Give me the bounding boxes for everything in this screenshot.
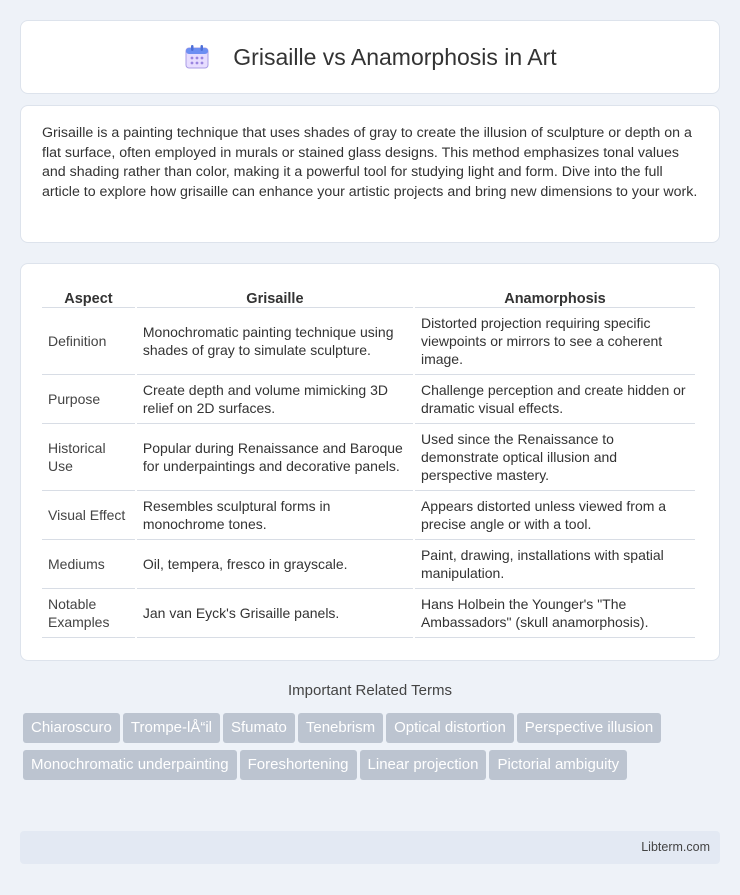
comparison-table [40,286,697,638]
table-row [42,308,695,375]
calendar-icon [183,43,211,71]
related-term-tag[interactable]: Chiaroscuro [23,713,120,743]
aspect-cell: Purpose [42,375,135,424]
grisaille-cell: Oil, tempera, fresco in grayscale. [137,540,413,589]
related-term-tag[interactable]: Linear projection [360,750,487,780]
anamorphosis-cell: Appears distorted unless viewed from a precise angle or with a tool. [415,491,695,540]
related-term-tag[interactable]: Perspective illusion [517,713,661,743]
intro-paragraph: Grisaille is a painting technique that uses shades of gray to create the illusion of sculpture or depth on a flat surface, often employed in murals or stained glass designs. This method emphasizes tonal values and shading rather than color, making it a powerful tool for studying light and form. Dive into the full article to explore how grisaille can enhance your artistic projects and bring new dimensions to your work. [42,125,698,200]
aspect-cell: Definition [42,308,135,375]
related-term-tag[interactable]: Pictorial ambiguity [489,750,627,780]
anamorphosis-cell: Distorted projection requiring specific viewpoints or mirrors to see a coherent image. [415,308,695,375]
header-card [20,20,720,94]
related-term-tag[interactable]: Trompe-lÅ“il [123,713,220,743]
header-grisaille: Grisaille [137,286,413,308]
page-title: Grisaille vs Anamorphosis in Art [233,43,557,70]
footer-site-link[interactable]: Libterm.com [641,840,710,854]
related-terms-list [23,713,703,787]
related-term-tag[interactable]: Tenebrism [298,713,383,743]
table-row [42,375,695,424]
related-term-tag[interactable]: Foreshortening [240,750,357,780]
anamorphosis-cell: Challenge perception and create hidden or dramatic visual effects. [415,375,695,424]
table-row [42,424,695,491]
related-term-tag[interactable]: Optical distortion [386,713,514,743]
aspect-cell: Notable Examples [42,589,135,638]
comparison-table-card [20,263,720,661]
anamorphosis-cell: Hans Holbein the Younger's "The Ambassadors" (skull anamorphosis). [415,589,695,638]
anamorphosis-cell: Used since the Renaissance to demonstrate optical illusion and perspective mastery. [415,424,695,491]
grisaille-cell: Create depth and volume mimicking 3D relief on 2D surfaces. [137,375,413,424]
table-row [42,540,695,589]
aspect-cell: Mediums [42,540,135,589]
intro-card [20,105,720,243]
related-term-tag[interactable]: Monochromatic underpainting [23,750,237,780]
grisaille-cell: Resembles sculptural forms in monochrome tones. [137,491,413,540]
grisaille-cell: Jan van Eyck's Grisaille panels. [137,589,413,638]
footer-bar [20,831,720,864]
header-anamorphosis: Anamorphosis [415,286,695,308]
aspect-cell: Historical Use [42,424,135,491]
header-aspect: Aspect [42,286,135,308]
related-term-tag[interactable]: Sfumato [223,713,295,743]
aspect-cell: Visual Effect [42,491,135,540]
related-terms-heading: Important Related Terms [288,682,452,699]
anamorphosis-cell: Paint, drawing, installations with spatial manipulation. [415,540,695,589]
title-wrap [183,43,556,71]
grisaille-cell: Monochromatic painting technique using shades of gray to simulate sculpture. [137,308,413,375]
table-row [42,589,695,638]
table-row [42,491,695,540]
grisaille-cell: Popular during Renaissance and Baroque for underpaintings and decorative panels. [137,424,413,491]
table-header-row [42,286,695,308]
